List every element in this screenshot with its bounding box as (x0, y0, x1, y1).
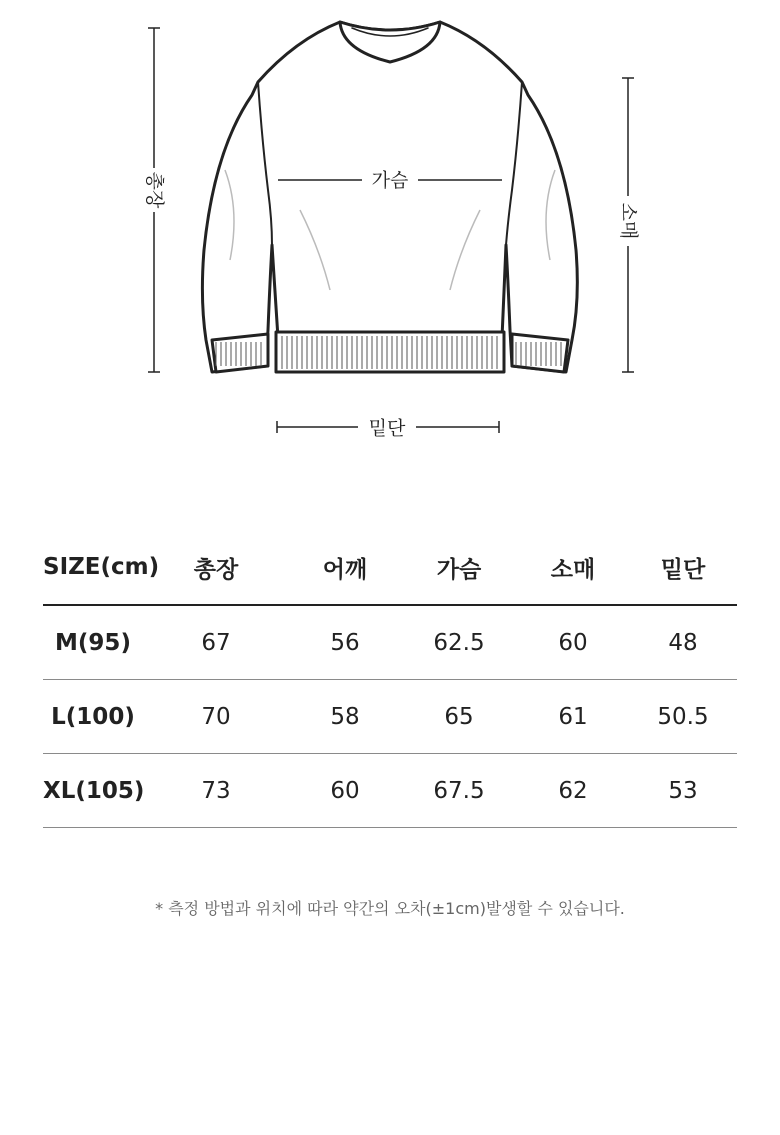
table-row (43, 680, 737, 754)
length-cell: 70 (201, 703, 231, 730)
header-size: SIZE(cm) (43, 554, 160, 580)
sweatshirt-illustration (202, 22, 577, 372)
shoulder-cell: 56 (330, 629, 360, 656)
table-row (43, 606, 737, 680)
header-length: 총장 (193, 556, 239, 583)
waist-rib (276, 332, 504, 372)
hem-cell: 53 (668, 777, 698, 804)
table-row (43, 754, 737, 828)
measurement-note: * 측정 방법과 위치에 따라 약간의 오차(±1cm)발생할 수 있습니다. (155, 899, 625, 918)
shoulder-cell: 60 (330, 777, 360, 804)
sleeve-cell: 60 (558, 629, 588, 656)
left-cuff-rib (212, 334, 268, 372)
length-label: 총장 (143, 171, 166, 209)
header-chest: 가슴 (436, 556, 482, 583)
chest-cell: 62.5 (433, 629, 485, 656)
chest-label: 가슴 (371, 169, 409, 192)
size-cell: M(95) (55, 629, 131, 656)
length-cell: 67 (201, 629, 231, 656)
right-cuff-rib (512, 334, 568, 372)
size-cell: XL(105) (43, 777, 145, 804)
hem-label: 밑단 (368, 417, 406, 440)
sleeve-cell: 62 (558, 777, 588, 804)
header-hem: 밑단 (660, 556, 706, 583)
size-table (43, 530, 737, 828)
header-sleeve: 소매 (550, 556, 596, 583)
shoulder-cell: 58 (330, 703, 360, 730)
hem-cell: 50.5 (657, 703, 709, 730)
header-shoulder: 어깨 (322, 556, 368, 583)
sleeve-cell: 61 (558, 703, 588, 730)
sleeve-label: 소매 (617, 202, 640, 240)
sweatshirt-measurement-diagram (0, 0, 780, 470)
hem-cell: 48 (668, 629, 698, 656)
sweatshirt-body-outline (202, 22, 577, 372)
chest-cell: 65 (444, 703, 474, 730)
size-cell: L(100) (51, 703, 135, 730)
table-header-row (43, 530, 737, 606)
chest-cell: 67.5 (433, 777, 485, 804)
length-cell: 73 (201, 777, 231, 804)
